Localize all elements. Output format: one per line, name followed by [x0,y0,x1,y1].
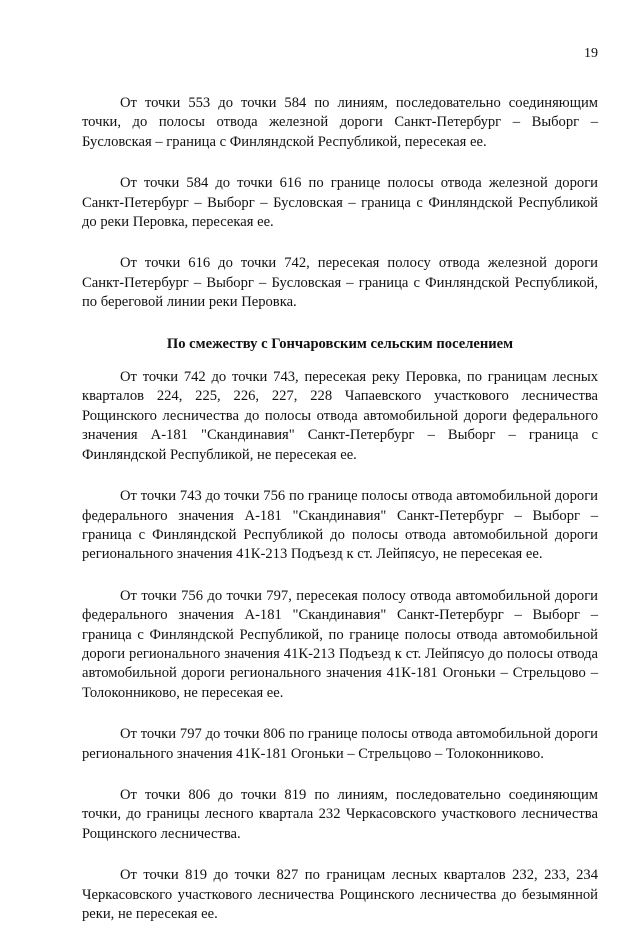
paragraph-743-756: От точки 743 до точки 756 по границе полосы отвода автомобильной дороги федерального значения А-181 "Скандинавия" Санкт-Петербург – Выборг – граница с Финляндской Республикой до полосы отвода автомобильной дороги регионального значения 41К-213 Подъезд к ст. Лейпясуо, не пересекая ее. [82,488,598,563]
paragraph-616-742: От точки 616 до точки 742, пересекая полосу отвода железной дороги Санкт-Петербург – Выборг – Бусловская – граница с Финляндской Республикой, по береговой линии реки Перовка. [82,255,598,311]
paragraph-806-819: От точки 806 до точки 819 по линиям, последовательно соединяющим точки, до границы лесного квартала 232 Черкасовского участкового лесничества Рощинского лесничества. [82,786,598,842]
document-body [82,94,598,946]
paragraph-553-584: От точки 553 до точки 584 по линиям, последовательно соединяющим точки, до полосы отвода железной дороги Санкт-Петербург – Выборг – Бусловская – граница с Финляндской Республикой, пересекая ее. [82,95,598,150]
paragraph-756-797: От точки 756 до точки 797, пересекая полосу отвода автомобильной дороги федерального значения А-181 "Скандинавия" Санкт-Петербург – Выборг – граница с Финляндской Республикой, по границе полосы отвода автомобильной дороги регионального значения 41К-213 Подъезд к ст. Лейпясуо до полосы отвода автомобильной дороги регионального значения 41К-181 Огоньки – Стрельцово – Толоконниково, не пересекая ее. [82,587,598,701]
page-number: 19 [584,46,598,61]
paragraph-584-616: От точки 584 до точки 616 по границе полосы отвода железной дороги Санкт-Петербург – Выборг – Бусловская – граница с Финляндской Республикой до реки Перовка, пересекая ее. [82,175,598,231]
section-heading: По смежеству с Гончаровским сельским поселением [166,335,514,352]
paragraph-742-743: От точки 742 до точки 743, пересекая реку Перовка, по границам лесных кварталов 224, 225, 226, 227, 228 Чапаевского участкового лесничества Рощинского лесничества до полосы отвода автомобильной дороги федерального значения А-181 "Скандинавия" Санкт-Петербург – Выборг – граница с Финляндской Республикой, не пересекая ее. [82,369,598,463]
paragraph-797-806: От точки 797 до точки 806 по границе полосы отвода автомобильной дороги регионального значения 41К-181 Огоньки – Стрельцово – Толоконниково. [82,726,598,762]
paragraph-819-827: От точки 819 до точки 827 по границам лесных кварталов 232, 233, 234 Черкасовского участкового лесничества Рощинского лесничества до безымянной реки, не пересекая ее. [82,867,598,922]
